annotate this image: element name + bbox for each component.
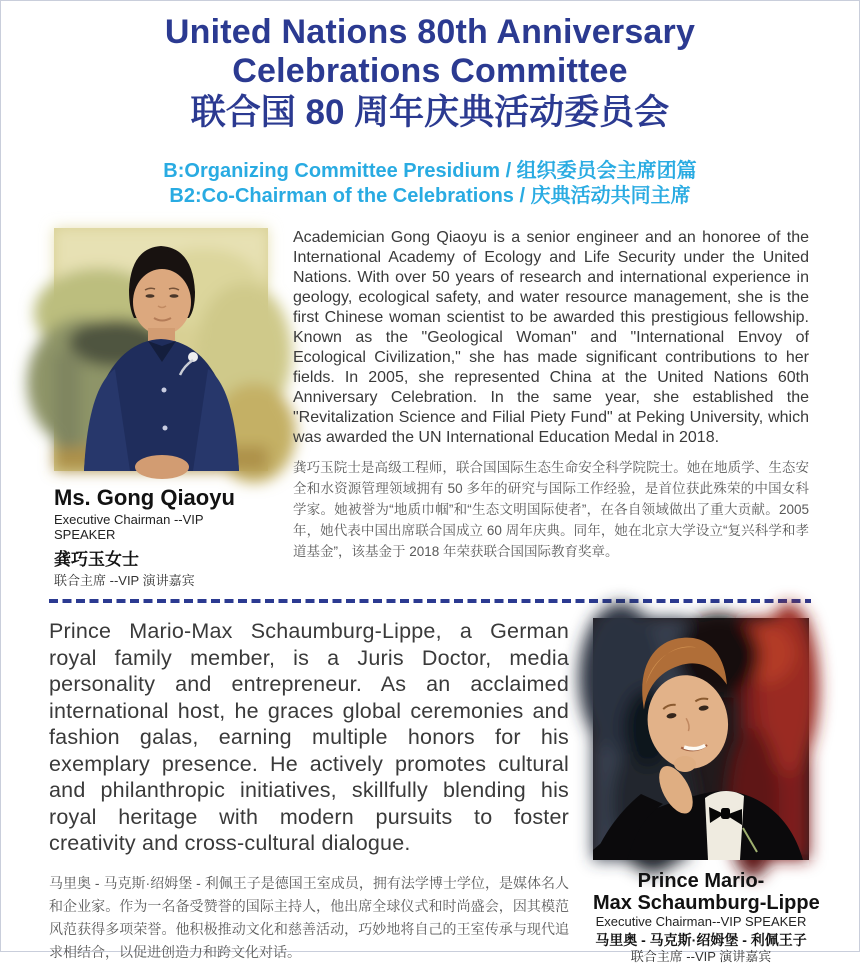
prince-bio-chinese: 马里奥 - 马克斯·绍姆堡 - 利佩王子是德国王室成员，拥有法学博士学位，是媒体名人和企业家。作为一名备受赞誉的国际主持人，他出席全球仪式和时尚盛会，因其模范风范获得多项荣誉。他积极推动文化和慈善活动，巧妙地将自己的王室传承与现代追求相结合，以促进创造力和跨文化对话。: [49, 874, 569, 960]
gong-qiaoyu-name-english: Ms. Gong Qiaoyu: [54, 485, 235, 510]
prince-name-english-line2: Max Schaumburg-Lippe: [593, 892, 820, 914]
gong-qiaoyu-bio-english: Academician Gong Qiaoyu is a senior engineer and an honoree of the International Academy of Ecology and Life Security under the United Nations. With over 50 years of research and international experience in geology, ecological safety, and water resource management, she is the first Chinese woman scientist to be awarded this prestigious fellowship. Known as the "Geological Woman" and "International Envoy of Ecological Civilization," she has made significant contributions to her fields. In 2005, she represented China at the United Nations 60th Anniversary Celebration. In the same year, she established the "Revitalization Science and Filial Piety Fund" at Peking University, which was awarded the UN International Education Medal in 2018.: [293, 229, 809, 446]
page-title-line1: United Nations 80th Anniversary: [164, 13, 696, 51]
page-title-chinese: 联合国 80 周年庆典活动委员会: [190, 93, 670, 132]
gong-qiaoyu-photo-illustration: [54, 228, 268, 471]
prince-name-english-line1: Prince Mario-: [637, 870, 765, 892]
gong-qiaoyu-caption: [54, 486, 268, 588]
page-title-line2: Celebrations Committee: [232, 52, 628, 90]
prince-title-english: Executive Chairman--VIP SPEAKER: [595, 914, 807, 929]
prince-photo-column: [593, 618, 820, 964]
prince-bio-english: Prince Mario-Max Schaumburg-Lippe, a German royal family member, is a Juris Doctor, media personality and entrepreneur. As an acclaimed international host, he graces global ceremonies and fashion galas, earning multiple honors for his exemplary presence. He actively promotes cultural and philanthropic initiatives, skillfully blending his royal heritage with modern pursuits to foster creativity and cross-cultural dialogue.: [49, 619, 569, 855]
prince-name-chinese: 马里奥 - 马克斯·绍姆堡 - 利佩王子: [595, 932, 807, 948]
subtitle-line2: B2:Co-Chairman of the Celebrations / 庆典活动共同主席: [169, 185, 691, 207]
gong-qiaoyu-bio-column: [293, 228, 809, 588]
gong-qiaoyu-title-english: Executive Chairman --VIP SPEAKER: [54, 512, 204, 542]
gong-qiaoyu-name-chinese: 龚巧玉女士: [54, 550, 139, 569]
gong-qiaoyu-title-chinese: 联合主席 --VIP 演讲嘉宾: [54, 573, 195, 588]
gong-qiaoyu-photo: [54, 228, 268, 471]
profile-section-prince-mario-max: [49, 618, 820, 964]
section-subtitles: [1, 159, 859, 209]
gong-qiaoyu-bio-chinese: 龚巧玉院士是高级工程师，联合国国际生态生命安全科学院院士。她在地质学、生态安全和水资源管理领域拥有 50 多年的研究与国际工作经验，是首位获此殊荣的中国女科学家。她被誉为“地质巾帼”和“生态文明国际使者”，在各自领域做出了重大贡献。2005 年，她代表中国出席联合国成立 60 周年庆典。同年，她在北京大学设立“复兴科学和孝道基金”，该基金于 2018 年荣获联合国国际教育奖章。: [293, 460, 809, 559]
prince-bio-column: [49, 618, 569, 964]
prince-title-chinese: 联合主席 --VIP 演讲嘉宾: [630, 949, 772, 964]
prince-photo: [593, 618, 809, 860]
dashed-divider: [49, 599, 811, 603]
subtitle-line1: B:Organizing Committee Presidium / 组织委员会主席团篇: [163, 160, 697, 182]
gong-qiaoyu-photo-column: [54, 228, 268, 588]
page-header: [1, 1, 859, 209]
prince-caption: [593, 870, 820, 964]
profile-section-gong-qiaoyu: [54, 228, 809, 588]
prince-photo-illustration: [593, 618, 809, 860]
